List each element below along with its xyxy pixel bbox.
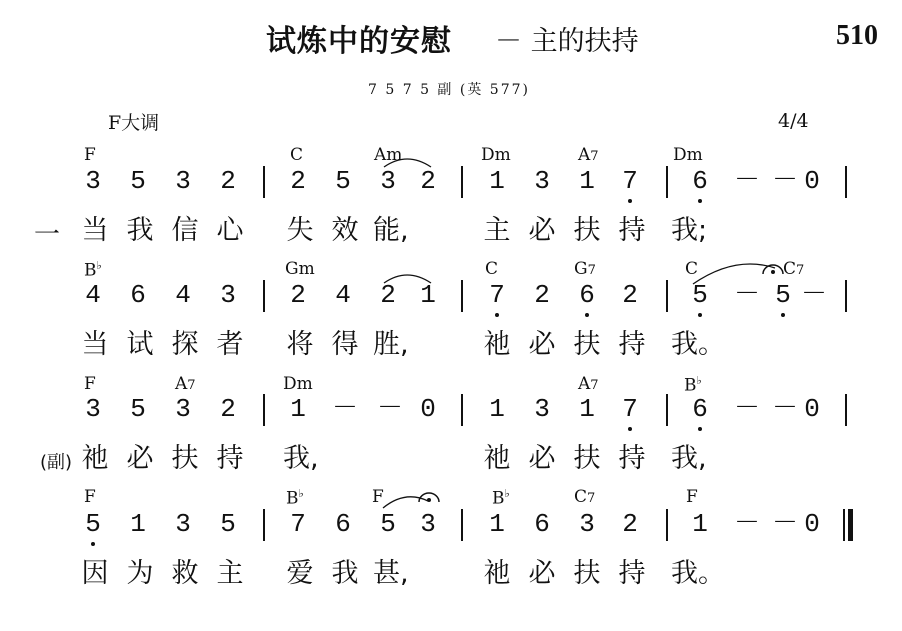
lyric-syllable: 持 [618, 558, 646, 589]
note: 5 [220, 509, 236, 539]
lyric-syllable: 祂 [81, 443, 109, 474]
lyric-syllable: 我。 [671, 558, 725, 589]
lyric-syllable: 能, [373, 215, 409, 246]
chord-symbol: C7 [783, 259, 805, 279]
note: 1 [420, 280, 436, 310]
lyric-syllable: 爱 [286, 558, 314, 589]
lyric-syllable: 持 [216, 443, 244, 474]
note: 5 [692, 280, 708, 310]
chord-symbol: F [84, 374, 96, 394]
lyric-syllable: 持 [618, 329, 646, 360]
lyric-syllable: 心 [216, 215, 244, 246]
chord-symbol: Dm [673, 145, 703, 165]
note: 6 [534, 509, 550, 539]
lyric-syllable: 甚, [373, 558, 409, 589]
note: 2 [420, 166, 436, 196]
note: 6 [335, 509, 351, 539]
note: 6 [579, 280, 595, 310]
note: 5 [85, 509, 101, 539]
chord-symbol: F [84, 145, 96, 165]
flat-sign: ♭ [298, 487, 304, 500]
note-dash: － [801, 280, 828, 310]
note: 7 [622, 166, 638, 196]
note: 1 [290, 394, 306, 424]
note: 4 [85, 280, 101, 310]
lyric-syllable: 者 [216, 329, 244, 360]
note: 5 [335, 166, 351, 196]
lyric-syllable: 探 [171, 329, 199, 360]
note: 5 [130, 394, 146, 424]
chord-symbol: C [290, 145, 304, 165]
lyric-syllable: 必 [528, 215, 556, 246]
lyric-syllable: 得 [331, 329, 359, 360]
lyric-syllable: 持 [618, 443, 646, 474]
chorus-text: 副 [47, 452, 66, 473]
fermata-dot [427, 498, 431, 502]
lyric-syllable: 我, [671, 443, 707, 474]
lyric-syllable: 信 [171, 215, 199, 246]
lyric-syllable: 主 [216, 558, 244, 589]
lyric-syllable: 胜, [373, 329, 409, 360]
lyric-syllable: 我 [126, 215, 154, 246]
note: 3 [534, 394, 550, 424]
note: 1 [489, 509, 505, 539]
note: 2 [534, 280, 550, 310]
note: 3 [85, 394, 101, 424]
note-dash: － [772, 394, 799, 424]
chord-symbol: B♭ [286, 487, 304, 509]
note: 7 [622, 394, 638, 424]
chord-symbol: C [685, 259, 699, 279]
note: 1 [130, 509, 146, 539]
note-dash: － [734, 394, 761, 424]
note: 3 [175, 394, 191, 424]
lyric-syllable: 效 [331, 215, 359, 246]
note: 1 [579, 394, 595, 424]
note-dash: － [377, 394, 404, 424]
time-signature: 4/4 [778, 110, 809, 132]
chord-symbol: A7 [175, 374, 196, 394]
note: 2 [380, 280, 396, 310]
chord-symbol: F [84, 487, 96, 507]
note: 4 [335, 280, 351, 310]
chord-symbol: G7 [574, 259, 596, 279]
slur [383, 497, 428, 508]
chord-symbol: B♭ [492, 487, 510, 509]
note: 4 [175, 280, 191, 310]
note: 2 [220, 166, 236, 196]
flat-sign: ♭ [504, 487, 510, 500]
chord-symbol: Gm [285, 259, 315, 279]
note: 2 [220, 394, 236, 424]
flat-sign: ♭ [696, 374, 702, 387]
chord-extension: 7 [590, 378, 599, 393]
hymn-subtitle: － 主的扶持 [495, 26, 639, 57]
note: 6 [692, 166, 708, 196]
lyric-syllable: 祂 [483, 443, 511, 474]
note-dash: － [734, 280, 761, 310]
hymn-title: 试炼中的安慰 [266, 24, 452, 59]
note: 2 [622, 280, 638, 310]
lyric-syllable: 当 [81, 329, 109, 360]
note: 3 [175, 166, 191, 196]
lyric-syllable: 因 [81, 558, 109, 589]
note: 5 [775, 280, 791, 310]
lyric-syllable: 将 [286, 329, 314, 360]
lyric-syllable: 当 [81, 215, 109, 246]
lyric-syllable: 必 [528, 443, 556, 474]
chord-symbol: C [485, 259, 499, 279]
lyric-syllable: 我。 [671, 329, 725, 360]
lyric-syllable: 我 [331, 558, 359, 589]
chord-symbol: Am [374, 145, 403, 165]
lyric-syllable: 必 [126, 443, 154, 474]
lyric-syllable: 必 [528, 329, 556, 360]
note-dash: － [332, 394, 359, 424]
chord-symbol: B♭ [684, 374, 702, 396]
note: 1 [489, 394, 505, 424]
note: 3 [380, 166, 396, 196]
lyric-syllable: 扶 [573, 215, 601, 246]
note: 3 [220, 280, 236, 310]
note: 0 [804, 394, 820, 424]
note: 2 [290, 280, 306, 310]
note: 6 [692, 394, 708, 424]
lyric-syllable: 祂 [483, 558, 511, 589]
chord-symbol: Dm [481, 145, 511, 165]
note: 5 [130, 166, 146, 196]
note: 1 [692, 509, 708, 539]
note: 1 [579, 166, 595, 196]
note: 2 [622, 509, 638, 539]
chord-symbol: A7 [578, 374, 599, 394]
chord-extension: 7 [590, 149, 599, 164]
chorus-paren-open: ( [40, 452, 48, 473]
note: 3 [420, 509, 436, 539]
note: 6 [130, 280, 146, 310]
lyric-syllable: 必 [528, 558, 556, 589]
meter-info: 7 5 7 5 副 (英 577) [368, 82, 530, 98]
note-dash: － [772, 166, 799, 196]
note: 5 [380, 509, 396, 539]
note: 0 [420, 394, 436, 424]
lyric-syllable: 失 [286, 215, 314, 246]
note: 0 [804, 509, 820, 539]
hymn-number: 510 [836, 20, 878, 51]
lyric-syllable: 祂 [483, 329, 511, 360]
lyric-syllable: 我, [283, 443, 319, 474]
fermata-dot [771, 270, 775, 274]
lyric-syllable: 为 [126, 558, 154, 589]
chorus-paren-close: ) [65, 452, 73, 473]
note-dash: － [734, 509, 761, 539]
chord-extension: 7 [796, 263, 805, 278]
note-dash: － [734, 166, 761, 196]
lyric-syllable: 扶 [573, 558, 601, 589]
lyric-syllable: 主 [483, 215, 511, 246]
note-dash: － [772, 509, 799, 539]
slur [384, 275, 431, 283]
note: 3 [534, 166, 550, 196]
note: 2 [290, 166, 306, 196]
chord-extension: 7 [187, 378, 196, 393]
verse-number: 一 [34, 220, 61, 250]
note: 3 [175, 509, 191, 539]
note: 7 [290, 509, 306, 539]
lyric-syllable: 扶 [573, 443, 601, 474]
chord-symbol: Dm [283, 374, 313, 394]
lyric-syllable: 扶 [573, 329, 601, 360]
lyric-syllable: 我; [671, 215, 708, 246]
lyric-syllable: 持 [618, 215, 646, 246]
lyric-syllable: 救 [171, 558, 199, 589]
chord-symbol: C7 [574, 487, 596, 507]
chord-extension: 7 [587, 491, 596, 506]
lyric-syllable: 试 [126, 329, 154, 360]
note: 1 [489, 166, 505, 196]
note: 3 [85, 166, 101, 196]
note: 0 [804, 166, 820, 196]
note: 7 [489, 280, 505, 310]
lyric-syllable: 扶 [171, 443, 199, 474]
note: 3 [579, 509, 595, 539]
key-signature: F大调 [108, 112, 160, 134]
chord-symbol: F [372, 487, 384, 507]
slur [384, 159, 431, 167]
chord-symbol: B♭ [84, 259, 102, 281]
flat-sign: ♭ [96, 259, 102, 272]
chord-symbol: A7 [578, 145, 599, 165]
chord-extension: 7 [587, 263, 596, 278]
chord-symbol: F [686, 487, 698, 507]
